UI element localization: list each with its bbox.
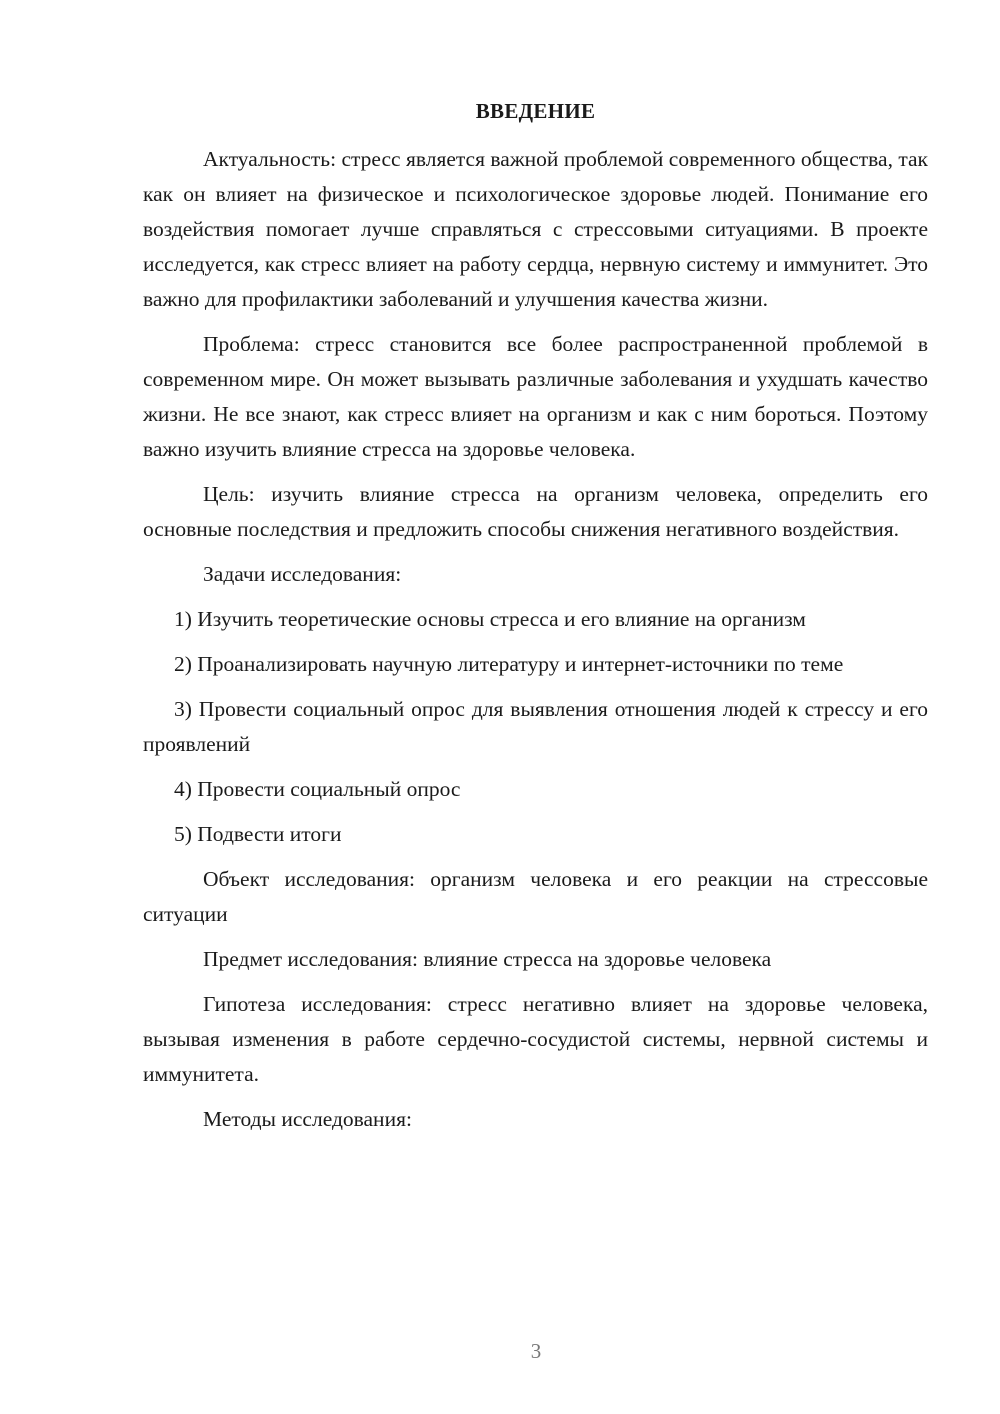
methods-heading: Методы исследования: — [203, 1107, 412, 1131]
paragraph-subject: Предмет исследования: влияние стресса на здоровье человека — [203, 947, 772, 971]
page-content — [143, 94, 928, 1147]
paragraph-goal: Цель: изучить влияние стресса на организм человека, определить его основные последствия и предложить способы снижения негативного воздействия. — [143, 482, 928, 541]
tasks-heading: Задачи исследования: — [203, 562, 402, 586]
task-item-2: 2) Проанализировать научную литературу и интернет-источники по теме — [174, 652, 844, 676]
paragraph-relevance: Актуальность: стресс является важной проблемой современного общества, так как он влияет на физическое и психологическое здоровье людей. Понимание его воздействия помогает лучше справляться с стрессовыми ситуациями. В проекте исследуется, как стресс влияет на работу сердца, нервную систему и иммунитет. Это важно для профилактики заболеваний и улучшения качества жизни. — [143, 147, 928, 311]
task-item-5: 5) Подвести итоги — [174, 822, 342, 846]
paragraph-hypothesis: Гипотеза исследования: стресс негативно влияет на здоровье человека, вызывая изменения в работе сердечно-сосудистой системы, нервной системы и иммунитета. — [143, 992, 928, 1086]
task-item-1: 1) Изучить теоретические основы стресса и его влияние на организм — [174, 607, 806, 631]
task-item-4: 4) Провести социальный опрос — [174, 777, 461, 801]
paragraph-problem: Проблема: стресс становится все более распространенной проблемой в современном мире. Он может вызывать различные заболевания и ухудшать качество жизни. Не все знают, как стресс влияет на организм и как с ним бороться. Поэтому важно изучить влияние стресса на здоровье человека. — [143, 332, 928, 461]
page-title: ВВЕДЕНИЕ — [475, 99, 596, 123]
page-number: 3 — [530, 1339, 542, 1363]
task-item-3: 3) Провести социальный опрос для выявления отношения людей к стрессу и его проявлений — [143, 697, 928, 756]
paragraph-object: Объект исследования: организм человека и его реакции на стрессовые ситуации — [143, 867, 928, 926]
